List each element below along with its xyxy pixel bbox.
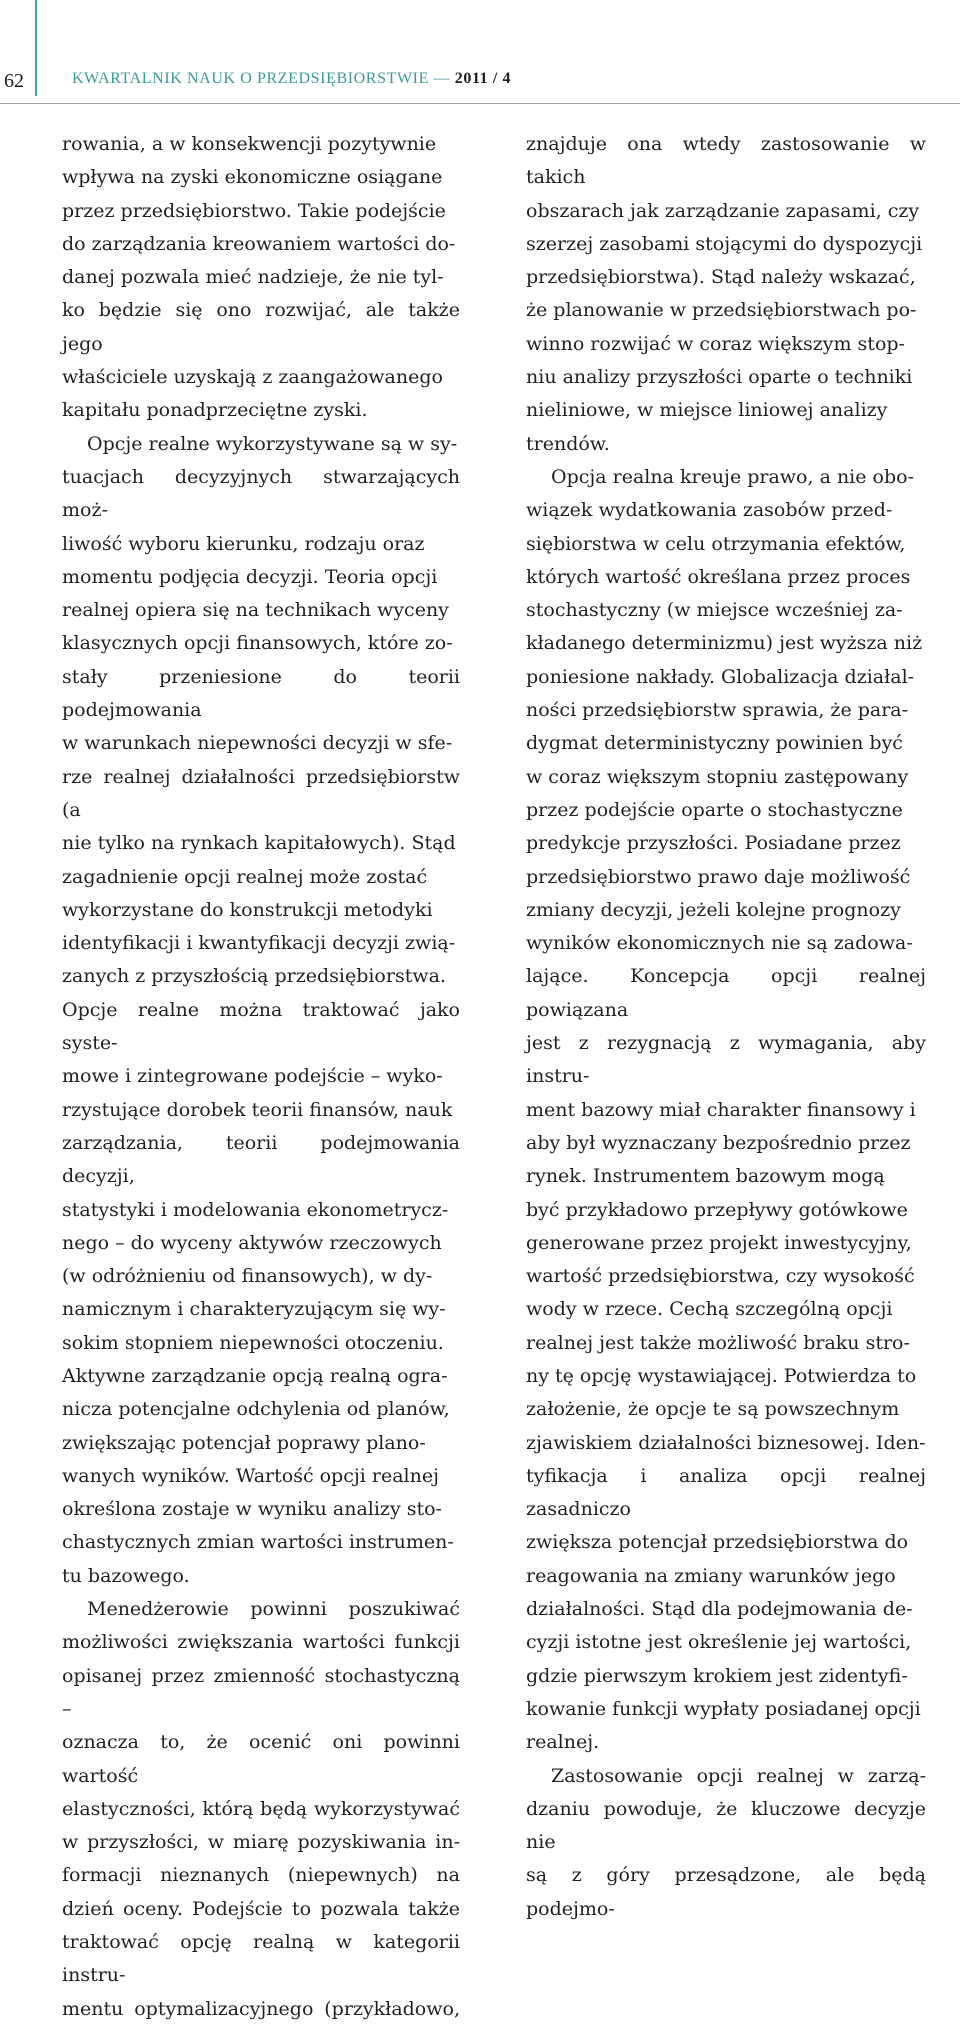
text-line: rynek. Instrumentem bazowym mogą [526, 1165, 885, 1188]
text-line: tyfikacja i analiza opcji realnej zasadniczo [526, 1464, 926, 1521]
text-line: zwiększając potencjał poprawy plano- [62, 1431, 426, 1454]
paragraph [526, 1760, 926, 1926]
text-line: poniesione nakłady. Globalizacja działal- [526, 665, 915, 688]
text-line: szerzej zasobami stojącymi do dyspozycji [526, 232, 923, 255]
text-line: realnej. [526, 1731, 600, 1754]
text-line: zarządzania, teorii podejmowania decyzji, [62, 1131, 460, 1188]
text-line: Opcja realna kreuje prawo, a nie obo- [551, 465, 915, 488]
paragraph [62, 1593, 460, 2026]
header-rule [0, 103, 960, 104]
text-column-left [62, 128, 460, 2020]
text-line: do zarządzania kreowaniem wartości do- [62, 232, 456, 255]
text-line: wyników ekonomicznych nie są zadowa- [526, 932, 913, 955]
text-line: działalności. Stąd dla podejmowania de- [526, 1598, 913, 1621]
text-line: Zastosowanie opcji realnej w zarzą- [551, 1764, 926, 1787]
text-line: zmiany decyzji, jeżeli kolejne prognozy [526, 898, 901, 921]
page-number: 62 [4, 70, 24, 92]
text-line: wpływa na zyski ekonomiczne osiągane [62, 166, 443, 189]
text-line: właściciele uzyskają z zaangażowanego [62, 366, 443, 389]
text-line: przez podejście oparte o stochastyczne [526, 798, 903, 821]
text-line: wartość przedsiębiorstwa, czy wysokość [526, 1265, 915, 1288]
paragraph [526, 128, 926, 461]
text-line: niu analizy przyszłości oparte o techniki [526, 366, 913, 389]
text-line: możliwości zwiększania wartości funkcji [62, 1631, 460, 1654]
text-line: traktować opcję realną w kategorii instru- [62, 1931, 460, 1987]
paragraph [62, 128, 460, 428]
text-line: chastycznych zmian wartości instrumen- [62, 1531, 454, 1554]
text-line: lające. Koncepcja opcji realnej powiązana [526, 965, 926, 1021]
text-line: rze realnej działalności przedsiębiorstw (a [62, 765, 460, 821]
text-line: nicza potencjalne odchylenia od planów, [62, 1398, 450, 1421]
running-head [72, 70, 511, 88]
text-line: trendów. [526, 432, 610, 455]
text-line: są z góry przesądzone, ale będą podejmo- [526, 1864, 926, 1920]
text-line: przez przedsiębiorstwo. Takie podejście [62, 199, 446, 222]
text-line: być przykładowo przepływy gotówkowe [526, 1198, 908, 1221]
text-line: kowanie funkcji wypłaty posiadanej opcji [526, 1697, 921, 1720]
text-line: reagowania na zmiany warunków jego [526, 1564, 896, 1587]
issue-number: 2011 / 4 [454, 70, 512, 87]
text-line: cyzji istotne jest określenie jej wartości, [526, 1631, 912, 1654]
text-line: danej pozwala mieć nadzieje, że nie tyl- [62, 266, 444, 289]
margin-accent-line [35, 0, 37, 96]
text-line: zagadnienie opcji realnej może zostać [62, 865, 428, 888]
text-line: w coraz większym stopniu zastępowany [526, 765, 909, 788]
text-line: dzień oceny. Podejście to pozwala także [62, 1897, 460, 1920]
paragraph [62, 428, 460, 1593]
text-line: wanych wyników. Wartość opcji realnej [62, 1464, 439, 1487]
paragraph [526, 461, 926, 1760]
text-line: obszarach jak zarządzanie zapasami, czy [526, 199, 920, 222]
text-line: znajduje ona wtedy zastosowanie w takich [526, 133, 926, 189]
text-line: gdzie pierwszym krokiem jest zidentyfi- [526, 1664, 908, 1687]
text-line: aby był wyznaczany bezpośrednio przez [526, 1131, 911, 1154]
text-line: Opcje realne wykorzystywane są w sy- [87, 432, 458, 455]
text-line: w warunkach niepewności decyzji w sfe- [62, 732, 453, 755]
text-line: wody w rzece. Cechą szczególną opcji [526, 1298, 893, 1321]
text-line: kładanego determinizmu) jest wyższa niż [526, 632, 923, 655]
text-line: klasycznych opcji finansowych, które zo- [62, 632, 453, 655]
text-line: zanych z przyszłością przedsiębiorstwa. [62, 965, 446, 988]
text-line: których wartość określana przez proces [526, 565, 911, 588]
text-line: stochastyczny (w miejsce wcześniej za- [526, 599, 903, 622]
text-line: opisanej przez zmienność stochastyczną – [62, 1664, 460, 1720]
journal-title: KWARTALNIK NAUK O PRZEDSIĘBIORSTWIE — [72, 70, 451, 87]
text-line: momentu podjęcia decyzji. Teoria opcji [62, 565, 438, 588]
text-line: założenie, że opcje te są powszechnym [526, 1398, 900, 1421]
text-line: mentu optymalizacyjnego (przykładowo, [62, 1997, 460, 2020]
text-line: nie tylko na rynkach kapitałowych). Stąd [62, 832, 456, 855]
text-line: winno rozwijać w coraz większym stop- [526, 332, 905, 355]
text-line: rzystujące dorobek teorii finansów, nauk [62, 1098, 453, 1121]
text-line: identyfikacji i kwantyfikacji decyzji zwią- [62, 932, 456, 955]
text-line: kapitału ponadprzeciętne zyski. [62, 399, 368, 422]
text-line: realnej jest także możliwość braku stro- [526, 1331, 910, 1354]
text-line: generowane przez projekt inwestycyjny, [526, 1231, 912, 1254]
text-line: dygmat deterministyczny powinien być [526, 732, 903, 755]
text-line: stały przeniesione do teorii podejmowania [62, 665, 460, 722]
text-line: ment bazowy miał charakter finansowy i [526, 1098, 916, 1121]
text-line: elastyczności, którą będą wykorzystywać [62, 1797, 460, 1820]
text-line: namicznym i charakteryzującym się wy- [62, 1298, 446, 1321]
text-line: tuacjach decyzyjnych stwarzających moż- [62, 465, 460, 522]
text-line: przedsiębiorstwo prawo daje możliwość [526, 865, 911, 888]
text-line: jest z rezygnacją z wymagania, aby instru- [526, 1032, 926, 1088]
text-column-right [526, 128, 926, 1920]
text-line: że planowanie w przedsiębiorstwach po- [526, 299, 917, 322]
text-line: w przyszłości, w miarę pozyskiwania in- [62, 1831, 460, 1854]
text-line: mowe i zintegrowane podejście – wyko- [62, 1065, 443, 1088]
text-line: Aktywne zarządzanie opcją realną ogra- [62, 1364, 448, 1387]
text-line: dzaniu powoduje, że kluczowe decyzje nie [526, 1797, 926, 1854]
text-line: oznacza to, że ocenić oni powinni wartość [62, 1731, 460, 1787]
text-line: statystyki i modelowania ekonometrycz- [62, 1198, 449, 1221]
text-line: określona zostaje w wyniku analizy sto- [62, 1498, 442, 1521]
text-line: przedsiębiorstwa). Stąd należy wskazać, [526, 266, 916, 289]
text-line: (w odróżnieniu od finansowych), w dy- [62, 1265, 433, 1288]
text-line: ności przedsiębiorstw sprawia, że para- [526, 699, 909, 722]
text-line: realnej opiera się na technikach wyceny [62, 599, 449, 622]
text-line: tu bazowego. [62, 1564, 190, 1587]
text-line: formacji nieznanych (niepewnych) na [62, 1864, 460, 1887]
text-line: wiązek wydatkowania zasobów przed- [526, 499, 893, 522]
text-line: nego – do wyceny aktywów rzeczowych [62, 1231, 442, 1254]
text-line: ko będzie się ono rozwijać, ale także jego [62, 299, 460, 355]
text-line: Menedżerowie powinni poszukiwać [87, 1598, 460, 1621]
text-line: zwiększa potencjał przedsiębiorstwa do [526, 1531, 909, 1554]
text-line: siębiorstwa w celu otrzymania efektów, [526, 532, 906, 555]
text-line: zjawiskiem działalności biznesowej. Iden- [526, 1431, 926, 1454]
text-line: rowania, a w konsekwencji pozytywnie [62, 133, 437, 155]
text-line: liwość wyboru kierunku, rodzaju oraz [62, 532, 425, 555]
text-line: ny tę opcję wystawiającej. Potwierdza to [526, 1364, 917, 1387]
text-line: predykcje przyszłości. Posiadane przez [526, 832, 901, 855]
text-line: sokim stopniem niepewności otoczeniu. [62, 1331, 444, 1354]
text-line: Opcje realne można traktować jako syste- [62, 998, 460, 1055]
text-line: wykorzystane do konstrukcji metodyki [62, 898, 433, 921]
text-line: nieliniowe, w miejsce liniowej analizy [526, 399, 888, 422]
